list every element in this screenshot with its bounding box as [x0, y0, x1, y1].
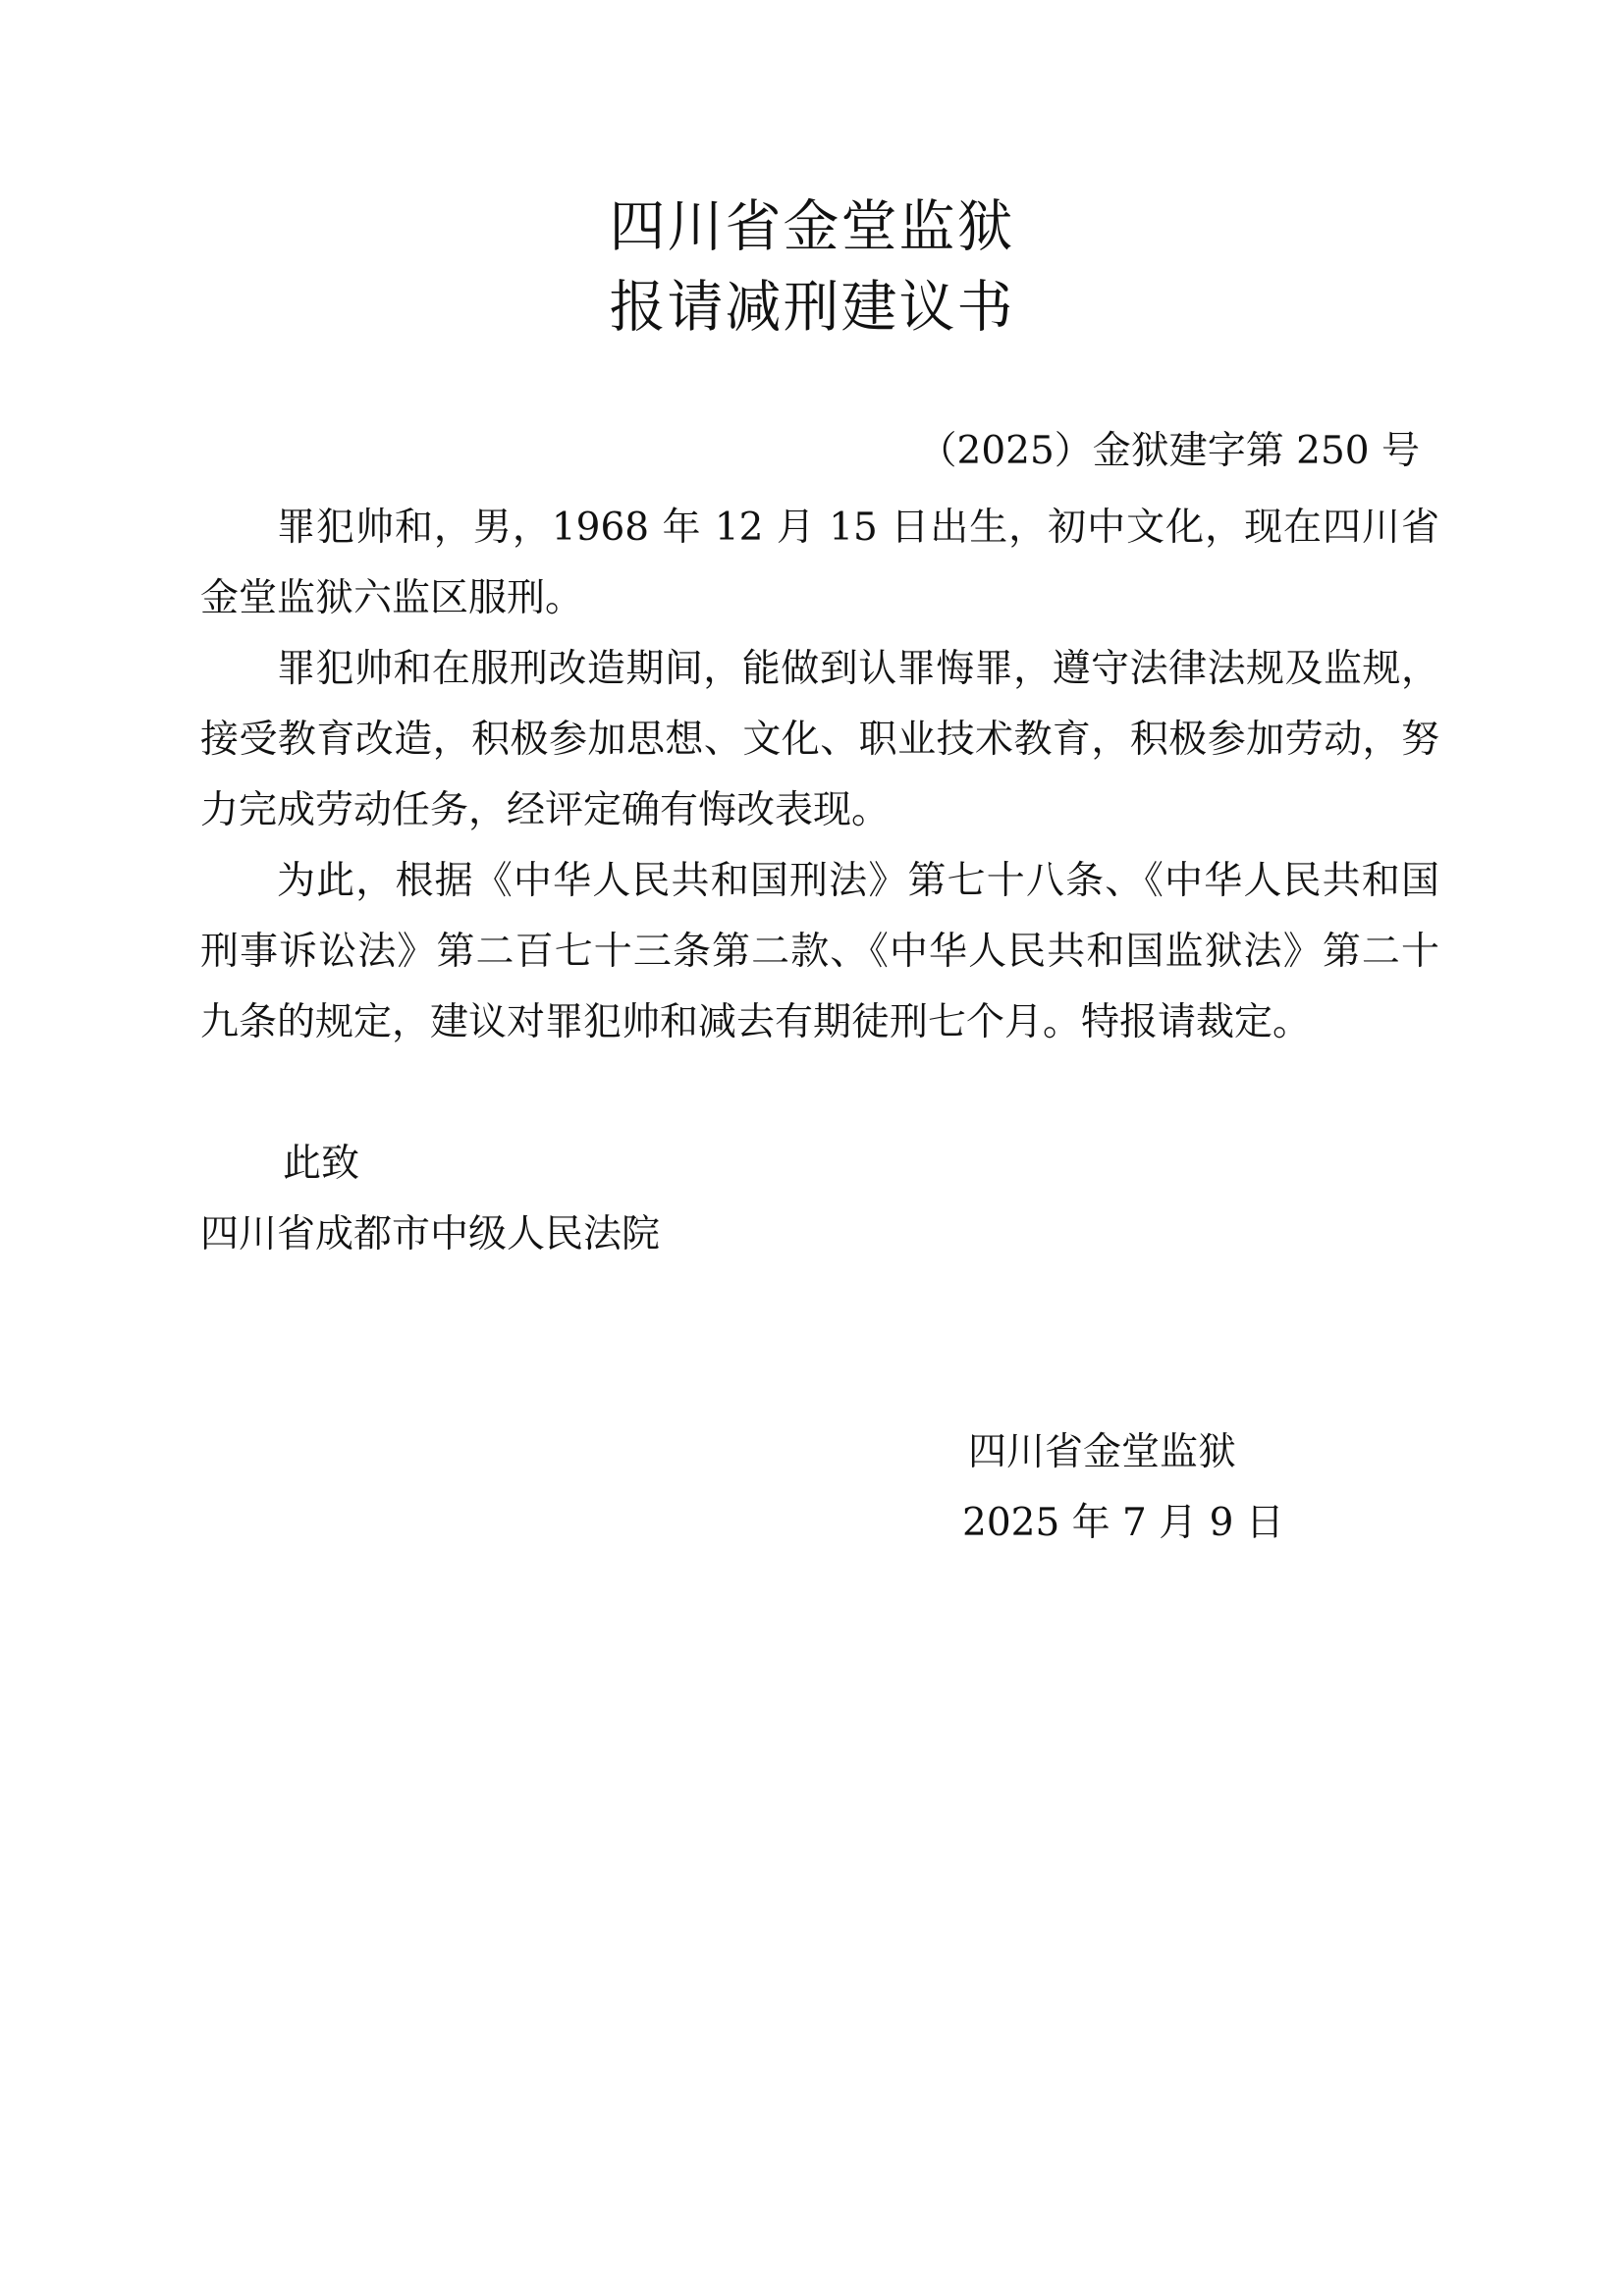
document-number: （2025）金狱建字第 250 号 — [918, 429, 1420, 473]
salutation: 此致 — [283, 1142, 360, 1186]
document-title-line-2: 报请减刑建议书 — [609, 275, 1015, 340]
document-date: 2025 年 7 月 9 日 — [962, 1501, 1284, 1545]
paragraph-personal-info: 罪犯帅和，男，1968 年 12 月 15 日出生，初中文化，现在四川省金堂监狱六监区服刑。 — [200, 506, 1439, 620]
paragraph-recommendation: 为此，根据《中华人民共和国刑法》第七十八条、《中华人民共和国刑事诉讼法》第二百七十三条第二款、《中华人民共和国监狱法》第二十九条的规定，建议对罪犯帅和减去有期徒刑七个月。特报请裁定。 — [200, 859, 1439, 1044]
paragraph-conduct: 罪犯帅和在服刑改造期间，能做到认罪悔罪，遵守法律法规及监规，接受教育改造，积极参加思想、文化、职业技术教育，积极参加劳动，努力完成劳动任务，经评定确有悔改表现。 — [200, 647, 1439, 832]
recipient-court: 四川省成都市中级人民法院 — [200, 1212, 661, 1256]
signer-organization: 四川省金堂监狱 — [968, 1430, 1237, 1474]
document-title-line-1: 四川省金堂监狱 — [609, 194, 1015, 259]
